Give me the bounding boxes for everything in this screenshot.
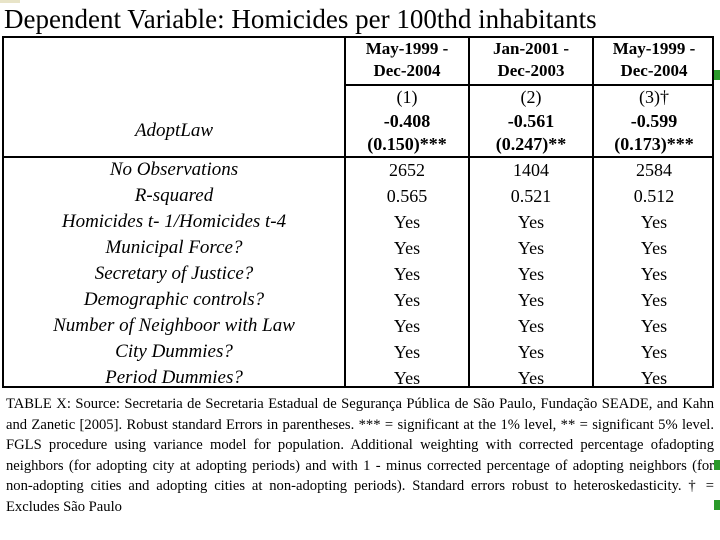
col3-model-number: (3)†: [639, 87, 669, 107]
adoptlaw-label: AdoptLaw: [134, 120, 214, 141]
col1-model-number: (1): [396, 87, 418, 107]
row-label-lagged-homicides: Homicides t- 1/Homicides t-4: [61, 211, 287, 232]
row-label-secretary-justice: Secretary of Justice?: [94, 263, 254, 284]
table-caption-note: TABLE X: Source: Secretaria de Secretaria Estadual de Segurança Pública de São Paulo, Fundação SEADE, and Kahn and Zanetic [2005]. Robust standard Errors in parentheses. *** = significant at the 1% level, ** = significant 5% level. FGLS procedure using variance model for population. Additional weighting with corrected percentage ofadopting neighbors (for adopting city at adopting periods) and with 1 - minus corrected percentage of adopting neighbors (for non-adopting cities and adopting cities at non-adopting periods). Standard errors robust to heteroskedasticity. † = Excludes São Paulo: [6, 396, 714, 515]
table-cell: Yes: [517, 290, 545, 310]
table-cell: 2652: [389, 160, 425, 180]
col1-estimate: -0.408: [383, 111, 431, 131]
table-cell: Yes: [640, 238, 668, 258]
table-cell: Yes: [640, 212, 668, 232]
edge-marker: [714, 70, 720, 80]
row-label-period-dummies: Period Dummies?: [105, 367, 243, 388]
edge-marker: [714, 460, 720, 470]
col3-std-error: (0.173)***: [614, 134, 694, 154]
col1-period-start: May-1999 -: [365, 39, 449, 58]
row-label-r-squared: R-squared: [134, 185, 214, 206]
col2-period-end: Dec-2003: [497, 61, 565, 80]
table-cell: Yes: [517, 238, 545, 258]
row-label-demographic: Demographic controls?: [83, 289, 265, 310]
row-label-city-dummies: City Dummies?: [115, 341, 233, 362]
col2-estimate: -0.561: [507, 111, 555, 131]
table-cell: 1404: [513, 160, 549, 180]
col2-std-error: (0.247)**: [495, 134, 567, 154]
page-title: Dependent Variable: Homicides per 100thd inhabitants: [4, 4, 597, 34]
table-cell: Yes: [393, 264, 421, 284]
edge-marker: [714, 500, 720, 510]
table-cell: Yes: [640, 264, 668, 284]
row-label-observations: No Observations: [109, 159, 239, 180]
table-cell: 0.512: [633, 186, 675, 206]
col3-estimate: -0.599: [630, 111, 678, 131]
table-cell: Yes: [517, 264, 545, 284]
table-cell: Yes: [640, 316, 668, 336]
table-cell: 0.565: [386, 186, 428, 206]
table-cell: Yes: [640, 290, 668, 310]
col2-model-number: (2): [520, 87, 542, 107]
col2-period-start: Jan-2001 -: [492, 39, 570, 58]
col3-period-start: May-1999 -: [612, 39, 696, 58]
table-cell: Yes: [517, 212, 545, 232]
table-cell: Yes: [393, 316, 421, 336]
table-cell: Yes: [393, 212, 421, 232]
col1-period-end: Dec-2004: [373, 61, 441, 80]
table-cell: 2584: [636, 160, 672, 180]
col1-std-error: (0.150)***: [367, 134, 447, 154]
row-label-municipal-force: Municipal Force?: [105, 237, 243, 258]
table-cell: Yes: [393, 368, 421, 388]
table-cell: Yes: [517, 368, 545, 388]
table-cell: Yes: [393, 342, 421, 362]
table-cell: 0.521: [510, 186, 552, 206]
col3-period-end: Dec-2004: [620, 61, 688, 80]
table-cell: Yes: [640, 342, 668, 362]
table-cell: Yes: [517, 316, 545, 336]
table-cell: Yes: [640, 368, 668, 388]
table-cell: Yes: [393, 290, 421, 310]
table-cell: Yes: [517, 342, 545, 362]
row-label-neighbors-law: Number of Neighboor with Law: [53, 315, 295, 336]
table-cell: Yes: [393, 238, 421, 258]
